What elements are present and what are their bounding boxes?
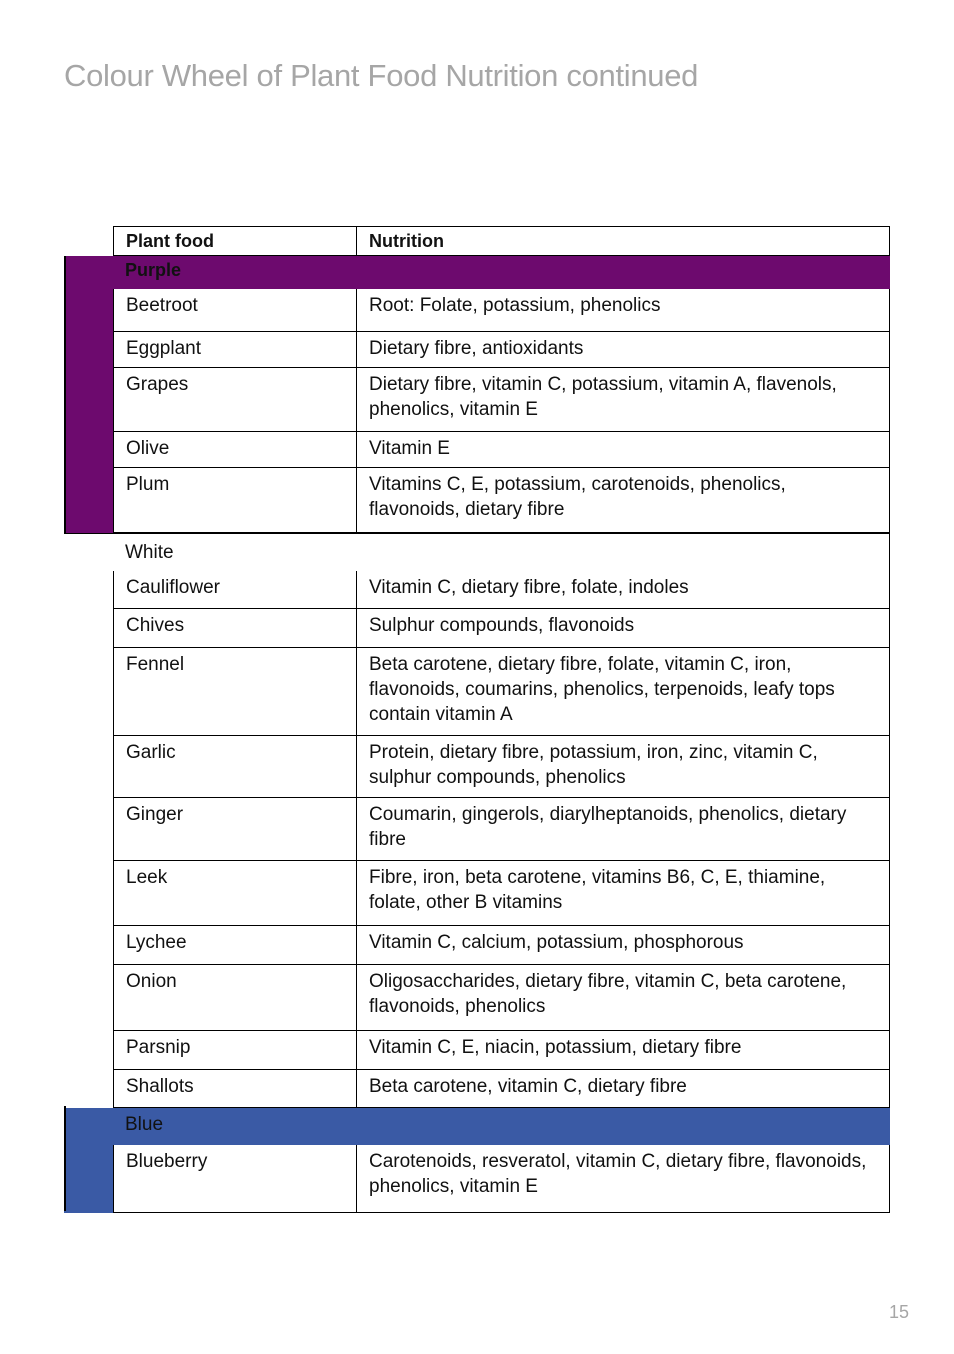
group-stripe-purple (64, 468, 113, 533)
nutrition-cell: Oligosaccharides, dietary fibre, vitamin C, beta carotene, flavonoids, phenolics (357, 965, 890, 1031)
nutrition-cell: Carotenoids, resveratol, vitamin C, dietary fibre, flavonoids, phenolics, vitamin E (357, 1145, 890, 1213)
table-row (64, 1145, 890, 1213)
header-stripe-spacer (64, 226, 113, 256)
plant-food-cell: Shallots (113, 1070, 357, 1108)
table-row (64, 571, 890, 609)
table-row (64, 926, 890, 965)
table-row (64, 965, 890, 1031)
nutrition-cell: Dietary fibre, antioxidants (357, 332, 890, 368)
nutrition-cell: Beta carotene, vitamin C, dietary fibre (357, 1070, 890, 1108)
table-row (64, 648, 890, 736)
group-header-purple (64, 256, 890, 289)
nutrition-cell: Sulphur compounds, flavonoids (357, 609, 890, 648)
group-stripe-white (64, 571, 113, 609)
nutrition-cell: Vitamin C, E, niacin, potassium, dietary fibre (357, 1031, 890, 1070)
blue-section-left-border (64, 1106, 66, 1211)
header-nutrition: Nutrition (357, 226, 890, 256)
group-stripe-purple (64, 289, 113, 332)
group-stripe-white (64, 736, 113, 798)
plant-food-cell: Blueberry (113, 1145, 357, 1213)
table-row (64, 368, 890, 432)
group-stripe-purple (64, 432, 113, 468)
plant-food-cell: Grapes (113, 368, 357, 432)
table-row (64, 861, 890, 926)
group-header-white (64, 533, 890, 571)
group-stripe-purple (64, 368, 113, 432)
group-stripe-white (64, 861, 113, 926)
plant-food-cell: Ginger (113, 798, 357, 861)
nutrition-cell: Root: Folate, potassium, phenolics (357, 289, 890, 332)
table-row (64, 798, 890, 861)
table-row (64, 332, 890, 368)
plant-food-cell: Plum (113, 468, 357, 533)
nutrition-cell: Vitamin C, calcium, potassium, phosphorous (357, 926, 890, 965)
purple-section-left-border (64, 256, 66, 533)
plant-food-cell: Garlic (113, 736, 357, 798)
table-row (64, 1070, 890, 1108)
group-stripe-purple (64, 332, 113, 368)
plant-food-cell: Leek (113, 861, 357, 926)
nutrition-cell: Vitamin C, dietary fibre, folate, indoles (357, 571, 890, 609)
plant-food-cell: Cauliflower (113, 571, 357, 609)
table-row (64, 289, 890, 332)
group-stripe-white (64, 648, 113, 736)
group-label-purple: Purple (125, 260, 182, 280)
group-stripe-white (64, 1031, 113, 1070)
page-title: Colour Wheel of Plant Food Nutrition continued (64, 58, 699, 93)
group-label-blue: Blue (125, 1114, 164, 1135)
header-plant-food: Plant food (113, 226, 357, 256)
group-stripe-white (64, 965, 113, 1031)
nutrition-cell: Vitamins C, E, potassium, carotenoids, phenolics, flavonoids, dietary fibre (357, 468, 890, 533)
nutrition-cell: Coumarin, gingerols, diarylheptanoids, phenolics, dietary fibre (357, 798, 890, 861)
plant-food-cell: Onion (113, 965, 357, 1031)
nutrition-cell: Protein, dietary fibre, potassium, iron, zinc, vitamin C, sulphur compounds, phenolics (357, 736, 890, 798)
nutrition-cell: Vitamin E (357, 432, 890, 468)
table-header-row (64, 226, 890, 256)
plant-food-cell: Beetroot (113, 289, 357, 332)
plant-food-cell: Chives (113, 609, 357, 648)
plant-food-cell: Olive (113, 432, 357, 468)
table-row (64, 468, 890, 533)
plant-food-cell: Fennel (113, 648, 357, 736)
table-row (64, 1031, 890, 1070)
nutrition-cell: Beta carotene, dietary fibre, folate, vitamin C, iron, flavonoids, coumarins, phenolics, terpenoids, leafy tops contain vitamin A (357, 648, 890, 736)
table-row (64, 432, 890, 468)
nutrition-table (64, 226, 890, 1213)
plant-food-cell: Eggplant (113, 332, 357, 368)
group-stripe-blue (64, 1145, 113, 1213)
group-header-blue (64, 1108, 890, 1145)
table-row (64, 609, 890, 648)
plant-food-cell: Lychee (113, 926, 357, 965)
table-row (64, 736, 890, 798)
plant-food-cell: Parsnip (113, 1031, 357, 1070)
group-stripe-white (64, 926, 113, 965)
group-stripe-white (64, 1070, 113, 1108)
group-label-white: White (125, 542, 174, 563)
nutrition-cell: Dietary fibre, vitamin C, potassium, vitamin A, flavenols, phenolics, vitamin E (357, 368, 890, 432)
group-stripe-white (64, 798, 113, 861)
group-stripe-white (64, 609, 113, 648)
page-number: 15 (889, 1302, 910, 1322)
nutrition-cell: Fibre, iron, beta carotene, vitamins B6, C, E, thiamine, folate, other B vitamins (357, 861, 890, 926)
